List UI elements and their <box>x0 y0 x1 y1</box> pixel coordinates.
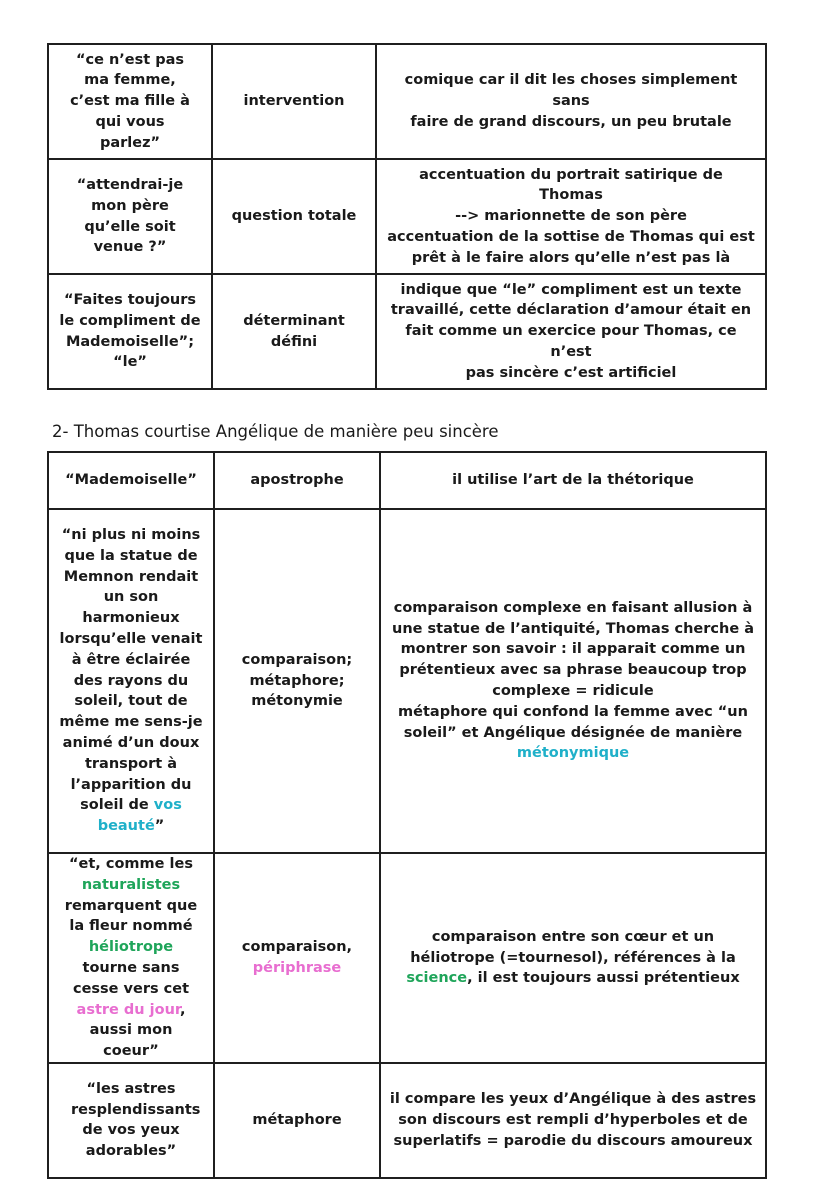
table-row <box>48 1063 766 1178</box>
analysis-cell: il utilise l’art de la thétorique <box>380 452 766 509</box>
highlight-term: science <box>406 970 468 987</box>
procede-cell: apostrophe <box>214 452 380 509</box>
highlight-term: héliotrope <box>88 939 174 956</box>
table-row <box>48 44 766 159</box>
quote-cell: “et, comme les naturalistes remarquent que la fleur nommé héliotrope tourne sans cesse vers cet astre du jour, aussi mon coeur” <box>48 853 214 1063</box>
section-heading: 2- Thomas courtise Angélique de manière peu sincère <box>52 422 499 441</box>
highlight-term: métonymique <box>516 745 630 762</box>
quote-cell: “ni plus ni moins que la statue de Memnon rendait un son harmonieux lorsqu’elle venait à être éclairée des rayons du soleil, tout de même me sens-je animé d’un doux transport à l’apparition du soleil de vos beauté” <box>48 509 214 853</box>
quote-cell: “Mademoiselle” <box>48 452 214 509</box>
quote-cell: “Faites toujours le compliment de Mademoiselle”; “le” <box>48 274 212 389</box>
quote-cell: “ce n’est pas ma femme, c’est ma fille à qui vous parlez” <box>48 44 212 159</box>
analysis-table-1 <box>47 43 767 390</box>
analysis-table-2 <box>47 451 767 1179</box>
analysis-cell: accentuation du portrait satirique de Thomas --> marionnette de son père accentuation de la sottise de Thomas qui est prêt à le faire alors qu’elle n’est pas là <box>376 159 766 274</box>
analysis-cell: comparaison complexe en faisant allusion à une statue de l’antiquité, Thomas cherche à montrer son savoir : il apparait comme un prétentieux avec sa phrase beaucoup trop complexe = ridicule métaphore qui confond la femme avec “un soleil” et Angélique désignée de manière métonymique <box>380 509 766 853</box>
table-row <box>48 274 766 389</box>
highlight-term: vos beauté <box>97 797 182 835</box>
procede-cell: déterminant défini <box>212 274 376 389</box>
table-row <box>48 452 766 509</box>
analysis-cell: il compare les yeux d’Angélique à des astres son discours est rempli d’hyperboles et de superlatifs = parodie du discours amoureux <box>380 1063 766 1178</box>
highlight-term: périphrase <box>252 959 342 976</box>
table-row <box>48 159 766 274</box>
quote-cell: “les astres resplendissants de vos yeux adorables” <box>48 1063 214 1178</box>
procede-cell: comparaison, périphrase <box>214 853 380 1063</box>
table-row <box>48 509 766 853</box>
quote-cell: “attendrai-je mon père qu’elle soit venue ?” <box>48 159 212 274</box>
procede-cell: intervention <box>212 44 376 159</box>
table-row <box>48 853 766 1063</box>
analysis-cell: indique que “le” compliment est un texte travaillé, cette déclaration d’amour était en fait comme un exercice pour Thomas, ce n’est pas sincère c’est artificiel <box>376 274 766 389</box>
analysis-cell: comparaison entre son cœur et un héliotrope (=tournesol), références à la science, il est toujours aussi prétentieux <box>380 853 766 1063</box>
analysis-cell: comique car il dit les choses simplement sans faire de grand discours, un peu brutale <box>376 44 766 159</box>
highlight-term: astre du jour <box>76 1001 180 1018</box>
highlight-term: naturalistes <box>81 876 181 893</box>
procede-cell: question totale <box>212 159 376 274</box>
procede-cell: métaphore <box>214 1063 380 1178</box>
procede-cell: comparaison; métaphore; métonymie <box>214 509 380 853</box>
